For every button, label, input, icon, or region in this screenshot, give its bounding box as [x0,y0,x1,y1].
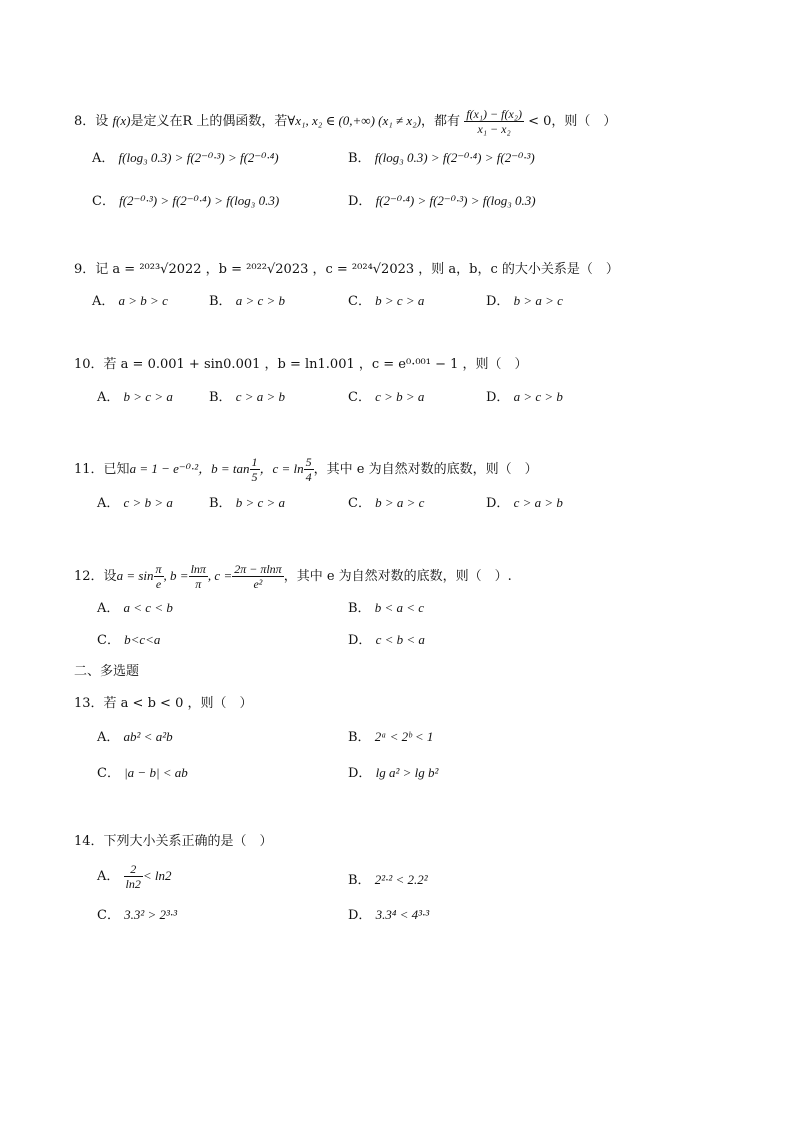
question-text: 设 [95,114,109,129]
fraction-denominator: 4 [305,470,312,484]
question-text: < 0，则（ ） [528,114,617,129]
option-text: b < a < c [374,600,425,615]
option-b [209,494,285,513]
option-b [209,292,285,311]
option-text: b > c > a [235,495,286,510]
fraction [250,455,260,484]
option-text: 3.3⁴ < 4³·³ [375,907,430,922]
option-label: C． [97,908,120,923]
option-d [486,292,563,311]
fraction-numerator: f(x₁) − f(x₂) [466,107,522,121]
question-11 [74,455,538,484]
question-number: 12． [74,569,104,584]
option-label: B． [348,730,371,745]
option-text: c > a > b [513,495,563,510]
question-9 [74,261,619,279]
option-d [348,192,536,211]
option-label: C． [348,496,371,511]
option-label: D． [348,633,372,648]
question-8 [74,107,616,136]
option-label: B． [348,873,371,888]
fraction-numerator: lnπ [190,562,206,576]
question-text: 下列大小关系正确的是（ ） [103,834,273,849]
fraction-denominator: 5 [251,470,258,484]
fraction [232,562,283,591]
option-label: B． [209,496,232,511]
option-label: D． [348,194,372,209]
option-label: C． [348,294,371,309]
question-number: 8． [74,114,96,129]
option-text: a < c < b [123,600,173,615]
option-label: A． [97,390,120,405]
question-text: 是定义在R 上的偶函数，若 [130,114,288,129]
option-d [486,388,563,407]
option-label: D． [486,496,510,511]
option-text: 2²·² < 2.2² [374,872,428,887]
option-label: B． [209,294,232,309]
option-text: c > b > a [375,389,425,404]
option-text: lg a² > lg b² [375,765,439,780]
fraction-numerator: 2π − πlnπ [234,562,282,576]
option-a [97,862,172,891]
question-number: 11． [74,462,104,477]
option-text: b > a > c [513,293,563,308]
fraction-numerator: π [155,562,162,576]
option-a [97,494,173,513]
option-a [97,599,173,618]
option-text: b > c > a [123,389,173,404]
math-expr: ，b = tan [198,461,250,476]
question-text: 设 [103,569,117,584]
option-label: B． [348,151,371,166]
question-12 [74,562,512,591]
question-text: 记 a = ²⁰²³√2022 ，b = ²⁰²²√2023 ，c = ²⁰²⁴√2023 ，则 a，b，c 的大小关系是（ ） [95,262,619,277]
option-a [97,388,173,407]
option-label: D． [486,294,510,309]
option-label: A． [97,869,120,884]
fraction-numerator: 2 [130,862,137,876]
option-b [348,149,535,168]
fraction [124,862,143,891]
option-d [348,906,429,925]
option-text: a > c > b [513,389,563,404]
math-expr: a = 1 − e⁻⁰·² [129,461,199,476]
question-text: 若 a = 0.001 + sin0.001 ，b = ln1.001 ，c = e⁰·⁰⁰¹ − 1 ，则（ ） [103,357,528,372]
question-number: 10． [74,357,104,372]
option-text: a > b > c [118,293,168,308]
question-text: ，都有 [421,114,461,129]
option-c [348,292,424,311]
question-13 [74,695,252,713]
option-text: 3.3² > 2³·³ [124,907,178,922]
question-number: 13． [74,696,104,711]
option-label: C． [97,633,120,648]
option-text: c > a > b [235,389,286,404]
option-b [348,599,424,618]
option-label: D． [486,390,510,405]
question-text: ，其中 e 为自然对数的底数，则（ ）. [283,569,512,584]
option-label: A． [92,294,115,309]
option-b [348,871,428,890]
math-expr: f(x) [112,113,131,128]
section-title: 二、多选题 [74,664,140,679]
option-label: C． [97,766,120,781]
option-text: b > c > a [375,293,425,308]
option-text: b<c<a [124,632,161,647]
math-expr: ∀x₁, x₂ ∈ (0,+∞) (x₁ ≠ x₂) [287,113,422,128]
option-c [97,906,177,925]
option-label: A． [97,730,120,745]
option-d [486,494,563,513]
option-c [348,494,424,513]
question-text: 若 a < b < 0 ，则（ ） [103,696,253,711]
option-a [97,728,173,747]
option-label: A． [92,151,115,166]
fraction-denominator: e² [232,576,283,591]
option-label: C． [92,194,115,209]
option-c [97,631,160,650]
option-a [92,292,168,311]
fraction [189,562,208,591]
option-text: f(2⁻⁰·⁴) > f(2⁻⁰·³) > f(log₃ 0.3) [375,193,536,208]
option-a [92,149,279,168]
option-text: 2ᵃ < 2ᵇ < 1 [374,729,434,744]
fraction-numerator: 1 [251,455,258,469]
question-14 [74,833,273,851]
option-text: f(log₃ 0.3) > f(2⁻⁰·⁴) > f(2⁻⁰·³) [374,150,535,165]
option-label: D． [348,766,372,781]
question-text: ，其中 e 为自然对数的底数，则（ ） [313,462,538,477]
option-c [92,192,279,211]
option-label: B． [209,390,232,405]
fraction-denominator: x₁ − x₂ [464,121,524,136]
option-text: ab² < a²b [123,729,173,744]
option-b [348,728,433,747]
option-text: |a − b| < ab [124,765,188,780]
fraction-denominator: e [154,576,164,591]
option-c [97,764,188,783]
option-text: c > b > a [123,495,173,510]
fraction-numerator: 5 [305,455,312,469]
question-10 [74,356,528,374]
math-expr: ，c = ln [259,461,304,476]
option-d [348,631,425,650]
option-label: A． [97,601,120,616]
option-label: C． [348,390,371,405]
question-number: 9． [74,262,96,277]
math-expr: , c = [207,568,233,583]
option-text: f(2⁻⁰·³) > f(2⁻⁰·⁴) > f(log₃ 0.3) [119,193,280,208]
option-label: D． [348,908,372,923]
option-b [209,388,285,407]
fraction [154,562,164,591]
fraction [464,107,524,136]
option-text: c < b < a [375,632,425,647]
fraction [304,455,314,484]
option-text: b > a > c [375,495,425,510]
option-label: A． [97,496,120,511]
option-d [348,764,438,783]
question-number: 14． [74,834,104,849]
option-text: < ln2 [142,868,172,883]
math-expr: a = sin [116,568,154,583]
question-text: 已知 [103,462,130,477]
fraction-denominator: ln2 [125,877,141,891]
option-label: B． [348,601,371,616]
math-expr: , b = [163,568,189,583]
fraction-denominator: π [189,576,208,591]
option-c [348,388,424,407]
option-text: a > c > b [235,293,286,308]
option-text: f(log₃ 0.3) > f(2⁻⁰·³) > f(2⁻⁰·⁴) [118,150,279,165]
